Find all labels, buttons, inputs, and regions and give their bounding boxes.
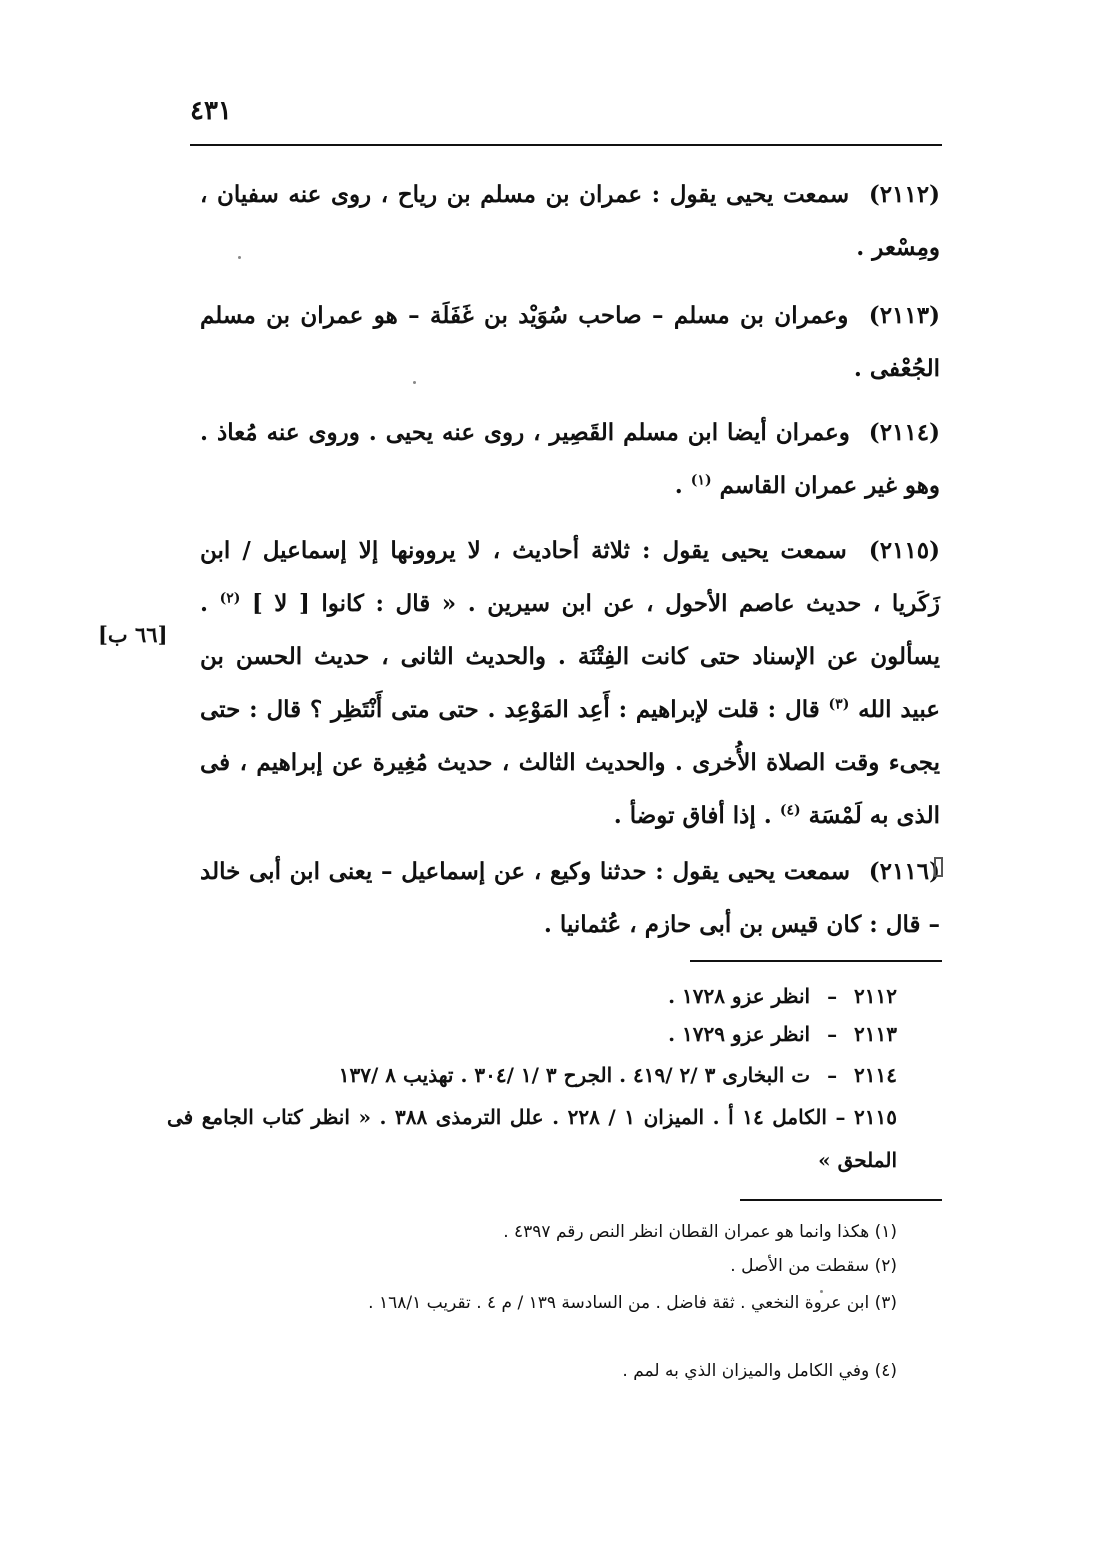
footnote-ref: (١): [690, 472, 712, 489]
footnote-marker: (٣): [874, 1293, 897, 1313]
references-rule: [690, 960, 942, 962]
entry-number: (٢١١٢): [868, 181, 941, 208]
reference-2112: [668, 975, 897, 1017]
reference-number: ٢١١٥: [854, 1105, 897, 1129]
reference-dash: –: [827, 1063, 838, 1087]
footnote-text: هكذا وانما هو عمران القطان انظر النص رقم ٤٣٩٧ .: [503, 1222, 870, 1242]
entry-text: قال : قلت لإبراهيم : أَعِد المَوْعِد . حتى متى أَنْتَظِر ؟ قال : حتى يجىء وقت الصلاة الأُخرى . والحديث الثالث ، حديث مُغِيرة عن إبراهيم ، فى الذى به لَمْسَة: [200, 696, 940, 829]
footnote-1: [503, 1216, 897, 1248]
footnote-4: [622, 1355, 897, 1387]
reference-dash: –: [827, 984, 838, 1008]
entry-2115: [200, 524, 940, 842]
entry-2114: [200, 406, 940, 512]
reference-text: انظر عزو ١٧٢٨ .: [668, 984, 811, 1008]
footnote-text: سقطت من الأصل .: [730, 1256, 870, 1276]
reference-2113: [668, 1013, 897, 1055]
scan-speck: [413, 381, 416, 384]
reference-number: ٢١١٢: [854, 984, 897, 1008]
reference-text: ت البخارى ٣ /٢ /٤١٩ . الجرح ٣ /١ /٣٠٤ . تهذيب ٨ /١٣٧: [338, 1063, 811, 1087]
footnote-ref: (٣): [828, 696, 850, 713]
reference-number: ٢١١٣: [854, 1022, 897, 1046]
footnote-text: وفي الكامل والميزان الذي به لمم .: [622, 1361, 870, 1381]
page-number: ٤٣١: [190, 96, 232, 126]
entry-text: سمعت يحيى يقول : عمران بن مسلم بن رياح ، روى عنه سفيان ، ومِسْعر .: [200, 181, 940, 261]
reference-text: انظر عزو ١٧٢٩ .: [668, 1022, 811, 1046]
entry-text: .: [674, 472, 683, 499]
reference-dash: –: [835, 1105, 846, 1129]
footnote-marker: (٤): [874, 1361, 897, 1381]
entry-text: سمعت يحيى يقول : ثلاثة أحاديث ، لا يروونها إلا إسماعيل / ابن زَكَريا ، حديث عاصم الأحول ، عن ابن سيرين . « قال : كانوا [ لا ]: [200, 537, 941, 617]
entry-text: وعمران بن مسلم – صاحب سُوَيْد بن غَفَلَة – هو عمران بن مسلم الجُعْفى .: [200, 302, 940, 382]
reference-number: ٢١١٤: [854, 1063, 897, 1087]
reference-dash: –: [827, 1022, 838, 1046]
scan-speck: [238, 256, 241, 259]
entry-2112: [200, 168, 940, 274]
footnote-3: [157, 1287, 897, 1319]
reference-2115: [167, 1096, 897, 1182]
footnote-marker: (٢): [874, 1256, 897, 1276]
footnote-text: ابن عروة النخعي . ثقة فاضل . من السادسة ١٣٩ / م ٤ . تقريب ١٦٨/١ .: [368, 1293, 870, 1313]
footnote-ref: (٢): [219, 590, 241, 607]
margin-folio-note: [٦٦ ب]: [98, 622, 168, 647]
entry-number: (٢١١٦): [868, 858, 940, 885]
entry-number: (٢١١٤): [868, 419, 940, 446]
entry-2113: [200, 289, 940, 395]
header-rule: [190, 144, 942, 146]
entry-number: (٢١١٥): [868, 537, 940, 564]
entry-text: . يسألون عن الإسناد حتى كانت الفِتْنَة . والحديث الثانى ، حديث الحسن بن عبيد الله: [200, 590, 940, 723]
scan-speck: [820, 1290, 823, 1293]
bracket-marker: [934, 857, 943, 877]
entry-text: . إذا أفاق توضأ .: [613, 802, 772, 829]
entry-text: وعمران أيضا ابن مسلم القَصِير ، روى عنه يحيى . وروى عنه مُعاذ . وهو غير عمران القاسم: [200, 419, 940, 499]
footnote-2: [730, 1250, 897, 1282]
reference-text: الكامل ١٤ أ . الميزان ١ / ٢٢٨ . علل الترمذى ٣٨٨ . « انظر كتاب الجامع فى الملحق »: [167, 1105, 897, 1172]
footnotes-rule: [740, 1199, 942, 1201]
entry-text: سمعت يحيى يقول : حدثنا وكيع ، عن إسماعيل – يعنى ابن أبى خالد – قال : كان قيس بن أبى حازم ، عُثمانيا .: [200, 858, 940, 938]
footnote-ref: (٤): [779, 802, 801, 819]
reference-2114: [339, 1054, 897, 1096]
entry-2116: [200, 845, 940, 951]
footnote-marker: (١): [874, 1222, 897, 1242]
entry-number: (٢١١٣): [868, 302, 940, 329]
